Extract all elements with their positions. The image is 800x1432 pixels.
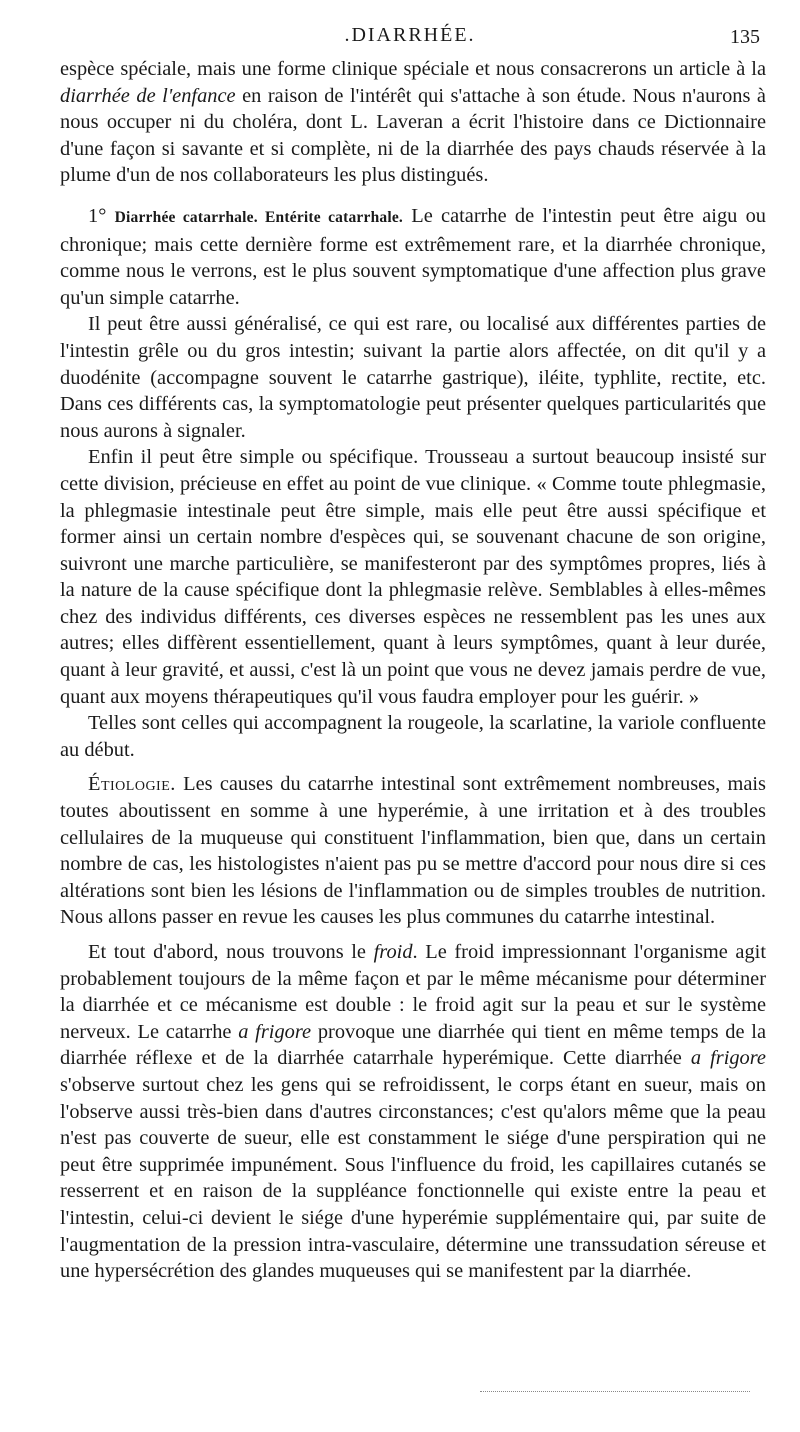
paragraph-diarrhee-catarrhale bbox=[60, 203, 766, 311]
section-number: 1° bbox=[88, 204, 107, 227]
text-run: s'observe surtout chez les gens qui se refroidissent, le corps étant en sueur, mais on l'observe aussi très-bien dans d'autres circonstances; c'est qu'alors même que la peau n'est pas couverte de sueur, elle est constamment le siége d'une perspiration qui ne peut être supprimée impunément. Sous l'influence du froid, les capillaires cutanés se resserrent et en raison de la suppléance fonctionnelle qui existe entre la peau et l'intestin, celui-ci devient le siége d'une hyperémie supplémentaire qui, par suite de l'augmentation de la pression intra-vasculaire, détermine une transsudation séreuse et une hypersécrétion des glandes muqueuses qui se manifestent par la diarrhée. bbox=[60, 1073, 766, 1283]
section-heading: Étiologie. bbox=[88, 773, 176, 796]
italic-term: froid bbox=[373, 941, 413, 963]
italic-term: a frigore bbox=[238, 1020, 312, 1043]
text-run: Et tout d'abord, nous trouvons le bbox=[88, 941, 374, 963]
section-heading: Diarrhée catarrhale. Entérite catarrhale. bbox=[114, 208, 404, 226]
text-run: Les causes du catarrhe intestinal sont extrêmement nombreuses, mais toutes aboutissent en somme à une hyperémie, à une irritation et à des troubles cellulaires de la muqueuse qui constituent l'inflammation, bien que, dans un certain nombre de cas, les histologistes n'aient pas pu se mettre d'accord pour nous dire si ces altérations sont bien les lésions de l'inflammation ou de simples troubles de nutrition. Nous allons passer en revue les causes les plus communes du catarrhe intestinal. bbox=[60, 773, 766, 929]
footer-rule bbox=[480, 1391, 750, 1392]
running-title: .DIARRHÉE. bbox=[344, 24, 476, 46]
text-run: provoque une diarrhée qui tient en même temps de la diarrhée réflexe et de la diarrhée catarrhale hyperémique. Cette diarrhée bbox=[60, 1020, 767, 1070]
page-header bbox=[60, 24, 760, 54]
paragraph-froid bbox=[60, 939, 766, 1285]
paragraph: Telles sont celles qui accompagnent la rougeole, la scarlatine, la variole confluente au début. bbox=[60, 712, 766, 761]
paragraph: Enfin il peut être simple ou spécifique. Trousseau a surtout beaucoup insisté sur cette division, précieuse en effet au point de vue clinique. « Comme toute phlegmasie, la phlegmasie intestinale peut être simple, mais elle peut être aussi spécifique et former ainsi un certain nombre d'espèces qui, se souvenant chacune de son origine, suivront une marche particulière, se manifesteront par des symptômes propres, liés à la nature de la cause spécifique dont la phlegmasie relève. Semblables à elles-mêmes chez des individus différents, ces diverses espèces ne ressemblent pas les unes aux autres; elles diffèrent essentiellement, quant à leurs symptômes, quant à leur durée, quant à leur gravité, et aussi, c'est là un point que vous ne devez jamais perdre de vue, quant aux moyens thérapeutiques qu'il vous faudra employer pour les guérir. » bbox=[60, 446, 766, 708]
italic-term: a frigore bbox=[690, 1047, 766, 1070]
body-text bbox=[60, 56, 766, 1285]
paragraph-etiologie bbox=[60, 771, 766, 931]
text-run: Le catarrhe de l'intestin peut être aigu ou chronique; mais cette dernière forme est extrêmement rare, et la diarrhée chronique, comme nous le verrons, est le plus souvent symptomatique d'une affection plus grave qu'un simple catarrhe. bbox=[60, 204, 766, 309]
text-run: en raison de l'intérêt qui s'attache à son étude. Nous n'aurons à nous occuper ni du choléra, dont L. Laveran a écrit l'histoire dans ce Dictionnaire d'une façon si savante et si complète, ni de la diarrhée des pays chauds réservée à la plume d'un de nos collaborateurs les plus distingués. bbox=[60, 84, 766, 187]
text-run: espèce spéciale, mais une forme clinique spéciale et nous consacrerons un article à la bbox=[60, 58, 766, 80]
paragraph: Il peut être aussi généralisé, ce qui est rare, ou localisé aux différentes parties de l'intestin grêle ou du gros intestin; suivant la partie alors affectée, on dit qu'il y a duodénite (accompagne souvent le catarrhe gastrique), iléite, typhlite, rectite, etc. Dans ces différents cas, la symptomatologie peut présenter quelques particularités que nous aurons à signaler. bbox=[60, 313, 766, 442]
text-run: . Le froid impressionnant l'organisme agit probablement toujours de la même façon et par le même mécanisme pour déterminer la diarrhée et ce mécanisme est double : le froid agit sur la peau et sur le système nerveux. Le catarrhe bbox=[60, 941, 766, 1043]
page-number: 135 bbox=[730, 26, 760, 48]
italic-term: diarrhée de l'enfance bbox=[60, 84, 236, 107]
paragraph-continuation bbox=[60, 56, 766, 189]
